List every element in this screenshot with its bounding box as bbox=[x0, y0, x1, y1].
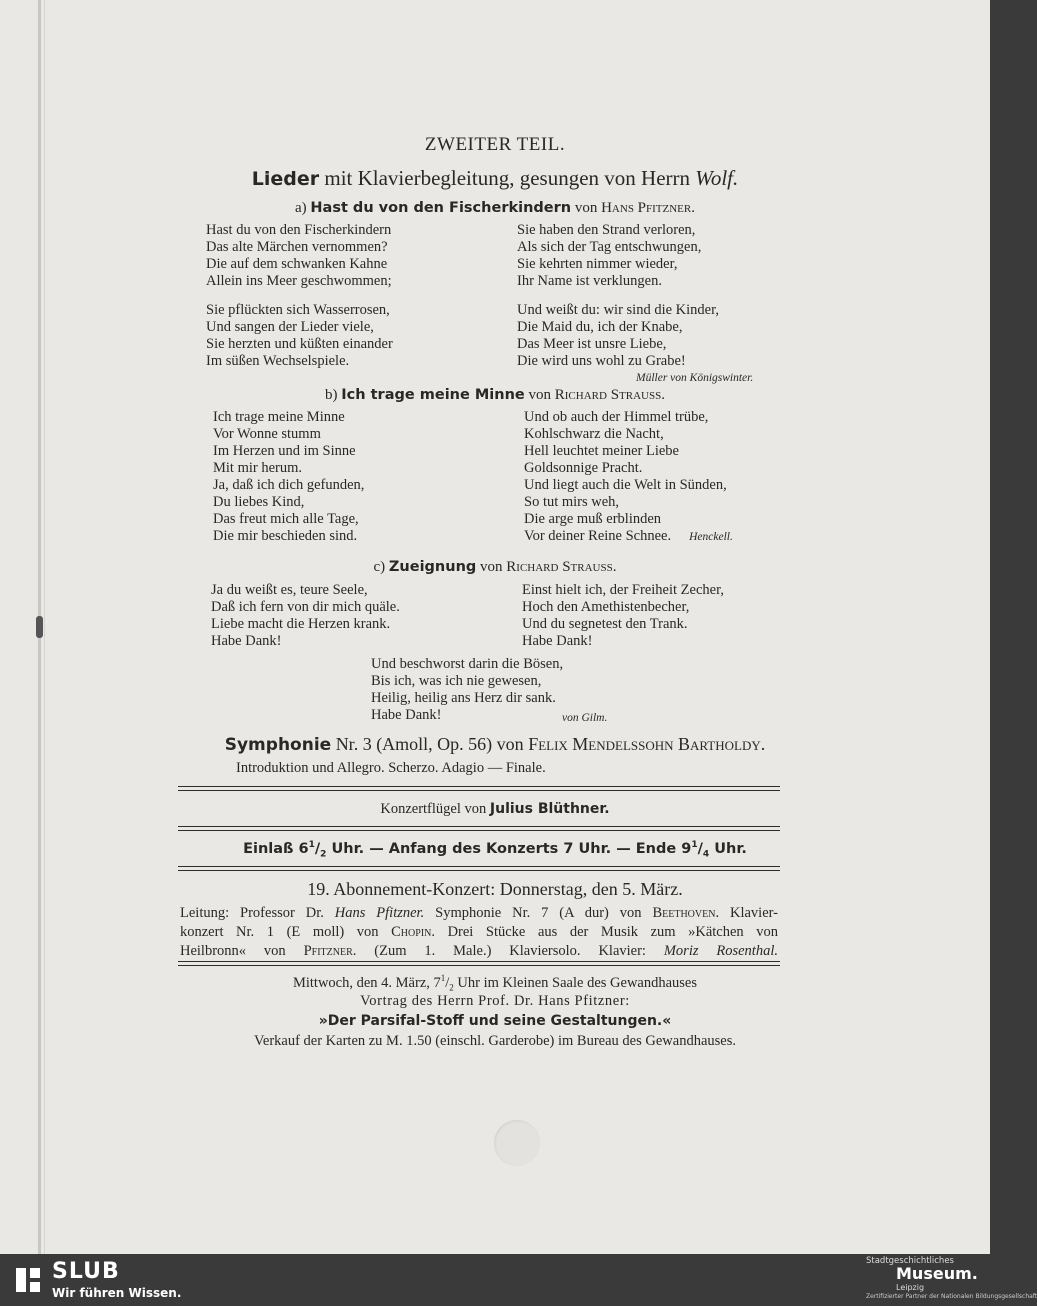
slub-logo-icon bbox=[14, 1266, 42, 1294]
song-a-letter: a) bbox=[295, 200, 307, 216]
song-c-center bbox=[371, 656, 563, 724]
footer-bar bbox=[0, 1254, 1037, 1306]
museum-city: Leipzig bbox=[896, 1283, 925, 1292]
verse-line: Habe Dank! bbox=[211, 633, 282, 649]
verse-line: Hoch den Amethistenbecher, bbox=[522, 599, 690, 615]
verse-line: Hell leuchtet meiner Liebe bbox=[524, 443, 679, 459]
verse-line: Bis ich, was ich nie gewesen, bbox=[371, 673, 542, 689]
vortrag-line-2: Vortrag des Herrn Prof. Dr. Hans Pfitzner: bbox=[360, 993, 630, 1009]
song-c-composer: Richard Strauss. bbox=[506, 559, 617, 575]
verse-line: Die wird uns wohl zu Grabe! bbox=[517, 353, 686, 369]
fraction-den: 2 bbox=[320, 849, 327, 860]
verse-line: Sie pflückten sich Wasserrosen, bbox=[206, 302, 390, 318]
fluegel-text: Konzertflügel von bbox=[380, 801, 487, 817]
verse-line: Die mir beschieden sind. bbox=[213, 528, 358, 544]
verse-line: Sie haben den Strand verloren, bbox=[517, 222, 696, 238]
blind-stamp bbox=[494, 1120, 540, 1166]
song-b-von: von bbox=[528, 387, 552, 403]
museum-top: Stadtgeschichtliches bbox=[866, 1256, 954, 1266]
song-a-poet: Müller von Königswinter. bbox=[636, 372, 754, 384]
times-text: Einlaß 6 bbox=[243, 840, 309, 857]
verse-line: Habe Dank! bbox=[522, 633, 593, 649]
lieder-bold: Lieder bbox=[251, 168, 320, 190]
stanza-gap bbox=[206, 290, 393, 302]
song-a-right bbox=[517, 222, 719, 370]
vortrag-title: »Der Parsifal-Stoff und seine Gestaltungen.« bbox=[318, 1013, 672, 1029]
fraction-num: 1 bbox=[308, 840, 315, 850]
verse-line: Und ob auch der Himmel trübe, bbox=[524, 409, 709, 425]
song-a-header bbox=[0, 200, 990, 217]
lieder-line bbox=[0, 166, 990, 191]
verse-line: Allein ins Meer geschwommen; bbox=[206, 273, 392, 289]
verse-line: Und liegt auch die Welt in Sünden, bbox=[524, 477, 727, 493]
verse-line: Vor Wonne stumm bbox=[213, 426, 321, 442]
lieder-text: mit Klavierbegleitung, gesungen von Herrn bbox=[324, 166, 691, 190]
double-rule bbox=[178, 961, 780, 966]
verse-line: Die arge muß erblinden bbox=[524, 511, 662, 527]
verse-line: Das Meer ist unsre Liebe, bbox=[517, 336, 667, 352]
song-b-left bbox=[213, 409, 364, 545]
verse-line: Das freut mich alle Tage, bbox=[213, 511, 359, 527]
song-c-right bbox=[522, 582, 724, 650]
song-a-composer: Hans Pfitzner. bbox=[601, 200, 695, 216]
verse-line: Du liebes Kind, bbox=[213, 494, 305, 510]
verse-line: Goldsonnige Pracht. bbox=[524, 460, 643, 476]
verse-line: Ihr Name ist verklungen. bbox=[517, 273, 662, 289]
slub-tagline: Wir führen Wissen. bbox=[52, 1286, 182, 1300]
verse-line: Die Maid du, ich der Knabe, bbox=[517, 319, 683, 335]
verse-line: Hast du von den Fischerkindern bbox=[206, 222, 392, 238]
vortrag-line-4: Verkauf der Karten zu M. 1.50 (einschl. Garderobe) im Bureau des Gewandhauses. bbox=[254, 1033, 736, 1049]
double-rule bbox=[178, 786, 780, 791]
times-line: Einlaß $6^1/_2$ Uhr. — Anfang des Konzerts 7 Uhr. — Ende $9^1/_4$ Uhr. bbox=[243, 840, 747, 860]
times-text: Uhr. bbox=[709, 840, 747, 857]
song-c-poet: von Gilm. bbox=[562, 712, 608, 724]
verse-line: Vor deiner Reine Schnee. bbox=[524, 528, 672, 544]
verse-line: Und weißt du: wir sind die Kinder, bbox=[517, 302, 719, 318]
verse-line: Ja du weißt es, teure Seele, bbox=[211, 582, 368, 598]
symphonie-bold: Symphonie bbox=[224, 735, 332, 755]
verse-line: Ich trage meine Minne bbox=[213, 409, 345, 425]
verse-line: So tut mirs weh, bbox=[524, 494, 620, 510]
slub-name: SLUB bbox=[52, 1259, 120, 1284]
verse-line: Das alte Märchen vernommen? bbox=[206, 239, 388, 255]
verse-line: Und du segnetest den Trank. bbox=[522, 616, 688, 632]
song-c-letter: c) bbox=[373, 559, 386, 575]
singer-name: Wolf. bbox=[695, 166, 739, 190]
abonnement-line: Heilbronn« von Pfitzner. (Zum 1. Male.) Klaviersolo. Klavier: Moriz Rosenthal. bbox=[180, 943, 778, 959]
museum-name: Museum. bbox=[896, 1264, 978, 1283]
verse-line: Sie kehrten nimmer wieder, bbox=[517, 256, 678, 272]
symphonie-movements: Introduktion und Allegro. Scherzo. Adagio — Finale. bbox=[236, 760, 546, 776]
verse-line: Im Herzen und im Sinne bbox=[213, 443, 356, 459]
verse-line: Habe Dank! bbox=[371, 707, 442, 723]
verse-line: Einst hielt ich, der Freiheit Zecher, bbox=[522, 582, 724, 598]
abonnement-line: Leitung: Professor Dr. Hans Pfitzner. Symphonie Nr. 7 (A dur) von Beethoven. Klavier- bbox=[180, 905, 779, 921]
song-c-title: Zueignung bbox=[388, 559, 477, 575]
verse-line: Sie herzten und küßten einander bbox=[206, 336, 393, 352]
times-text: Uhr. — Anfang des Konzerts 7 Uhr. — Ende 9 bbox=[326, 840, 692, 857]
abonnement-line: konzert Nr. 1 (E moll) von Chopin. Drei Stücke aus der Musik zum »Kätchen von bbox=[180, 924, 778, 940]
song-c-von: von bbox=[480, 559, 503, 575]
verse-line: Die auf dem schwanken Kahne bbox=[206, 256, 388, 272]
song-a-title: Hast du von den Fischerkindern bbox=[310, 200, 572, 216]
museum-subline: Zertifizierter Partner der Nationalen Bildungsgesellschaft bbox=[866, 1293, 1037, 1300]
verse-line: Heilig, heilig ans Herz dir sank. bbox=[371, 690, 556, 706]
binding-clip bbox=[36, 616, 43, 638]
song-b-composer: Richard Strauss. bbox=[554, 387, 665, 403]
verse-line: Liebe macht die Herzen krank. bbox=[211, 616, 391, 632]
double-rule bbox=[178, 826, 780, 831]
symphonie-composer: Felix Mendelssohn Bartholdy. bbox=[528, 734, 766, 754]
vortrag-line-1: Mittwoch, den 4. März, $7^1/_2$ Uhr im Kleinen Saale des Gewandhauses bbox=[292, 973, 698, 993]
fluegel-line bbox=[0, 801, 990, 818]
symphonie-line bbox=[0, 734, 990, 755]
section-heading: ZWEITER TEIL. bbox=[424, 134, 566, 155]
double-rule bbox=[178, 866, 780, 871]
stanza-gap bbox=[517, 290, 719, 302]
fraction-den: 4 bbox=[702, 849, 710, 860]
song-b-header bbox=[0, 387, 990, 404]
fluegel-name: Julius Blüthner. bbox=[489, 801, 610, 817]
verse-line: Kohlschwarz die Nacht, bbox=[524, 426, 664, 442]
verse-line: Als sich der Tag entschwungen, bbox=[517, 239, 702, 255]
song-b-poet: Henckell. bbox=[689, 531, 733, 543]
abonnement-title: 19. Abonnement-Konzert: Donnerstag, den 5. März. bbox=[307, 879, 683, 899]
song-b-title: Ich trage meine Minne bbox=[341, 387, 525, 403]
fraction-num: 1 bbox=[691, 840, 698, 850]
verse-line: Daß ich fern von dir mich quäle. bbox=[211, 599, 400, 615]
verse-line: Mit mir herum. bbox=[213, 460, 303, 476]
song-a-von: von bbox=[574, 200, 598, 216]
verse-line: Ja, daß ich dich gefunden, bbox=[213, 477, 365, 493]
song-b-letter: b) bbox=[325, 387, 338, 403]
abonnement-text bbox=[180, 904, 778, 961]
song-a-left bbox=[206, 222, 393, 370]
verse-line: Und sangen der Lieder viele, bbox=[206, 319, 374, 335]
verse-line: Im süßen Wechselspiele. bbox=[206, 353, 350, 369]
verse-line: Und beschworst darin die Bösen, bbox=[371, 656, 564, 672]
song-b-right bbox=[524, 409, 733, 545]
song-c-left bbox=[211, 582, 400, 650]
symphonie-text: Nr. 3 (Amoll, Op. 56) von bbox=[335, 734, 524, 754]
song-c-header bbox=[0, 559, 990, 576]
